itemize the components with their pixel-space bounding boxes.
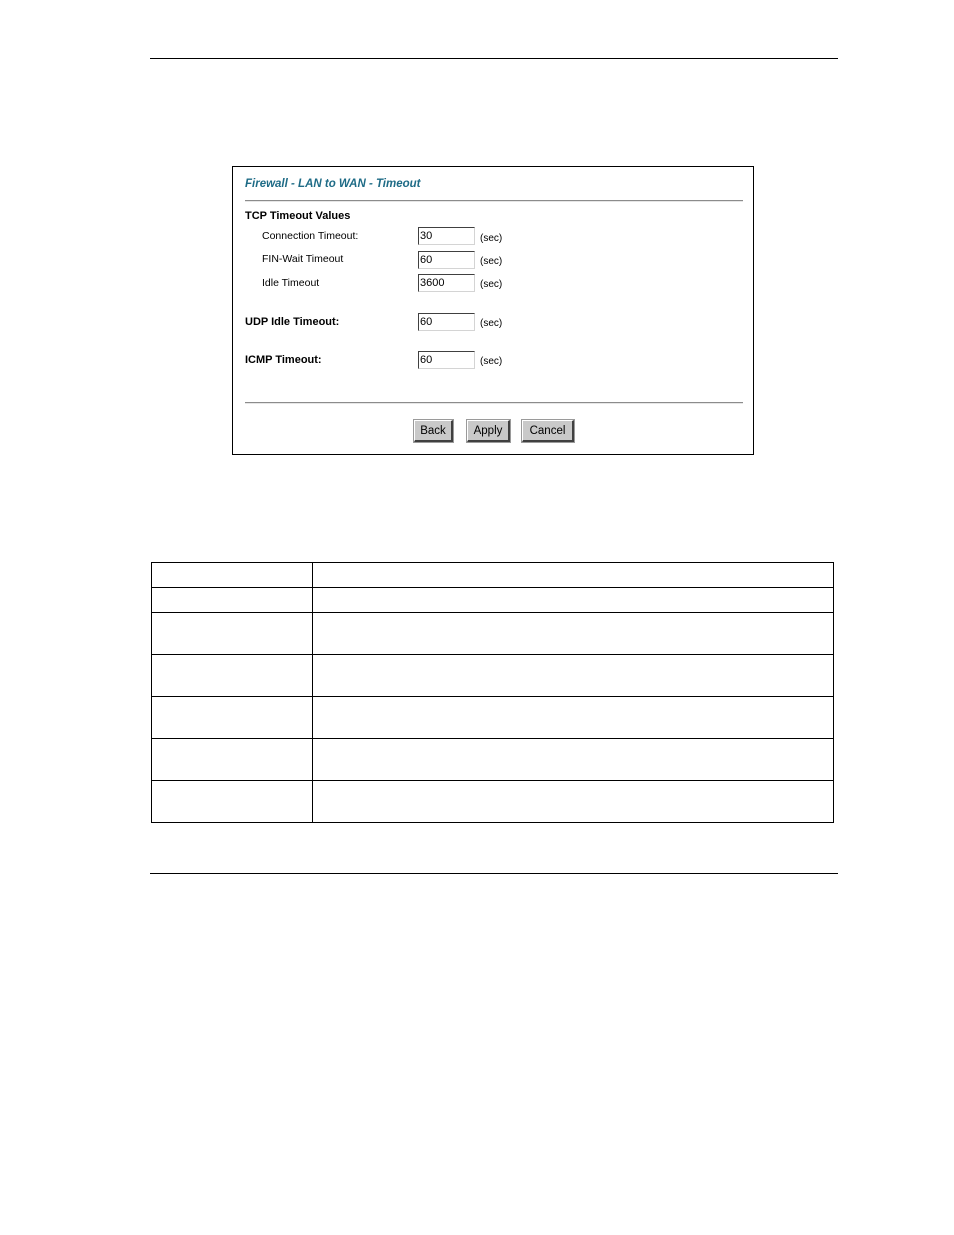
table-row (152, 697, 834, 739)
fin-wait-timeout-input[interactable] (418, 251, 475, 269)
table-cell (152, 781, 313, 823)
connection-timeout-label: Connection Timeout: (262, 230, 359, 242)
table-cell (152, 655, 313, 697)
table-header-row (152, 563, 834, 588)
table-cell (313, 588, 834, 613)
panel-divider-bottom (245, 402, 743, 404)
field-description-table (151, 562, 834, 823)
udp-idle-timeout-input[interactable] (418, 313, 475, 331)
apply-button[interactable]: Apply (467, 420, 510, 442)
table-cell (152, 563, 313, 588)
connection-timeout-input[interactable] (418, 227, 475, 245)
table-cell (152, 588, 313, 613)
icmp-timeout-input[interactable] (418, 351, 475, 369)
table-cell (152, 739, 313, 781)
table-cell (152, 697, 313, 739)
table-cell (313, 655, 834, 697)
panel-title: Firewall - LAN to WAN - Timeout (245, 178, 421, 190)
table-cell (313, 613, 834, 655)
table-row (152, 588, 834, 613)
connection-timeout-unit: (sec) (480, 233, 503, 244)
table-cell (152, 613, 313, 655)
table-row (152, 655, 834, 697)
table-cell (313, 563, 834, 588)
table-cell (313, 697, 834, 739)
idle-timeout-unit: (sec) (480, 279, 503, 290)
fin-wait-timeout-label: FIN-Wait Timeout (262, 253, 344, 265)
panel-divider-top (245, 200, 743, 202)
table-cell (313, 739, 834, 781)
table-row (152, 781, 834, 823)
icmp-timeout-label: ICMP Timeout: (245, 354, 322, 366)
header-rule (150, 58, 838, 59)
idle-timeout-label: Idle Timeout (262, 277, 320, 289)
fin-wait-timeout-unit: (sec) (480, 256, 503, 267)
table-row (152, 613, 834, 655)
tcp-section-heading: TCP Timeout Values (245, 210, 351, 222)
idle-timeout-input[interactable] (418, 274, 475, 292)
icmp-timeout-unit: (sec) (480, 356, 503, 367)
table-cell (313, 781, 834, 823)
table-row (152, 739, 834, 781)
timeout-screenshot-panel (232, 166, 754, 455)
cancel-button[interactable]: Cancel (522, 420, 574, 442)
udp-idle-timeout-label: UDP Idle Timeout: (245, 316, 340, 328)
back-button[interactable]: Back (414, 420, 453, 442)
udp-idle-timeout-unit: (sec) (480, 318, 503, 329)
footer-rule (150, 873, 838, 874)
